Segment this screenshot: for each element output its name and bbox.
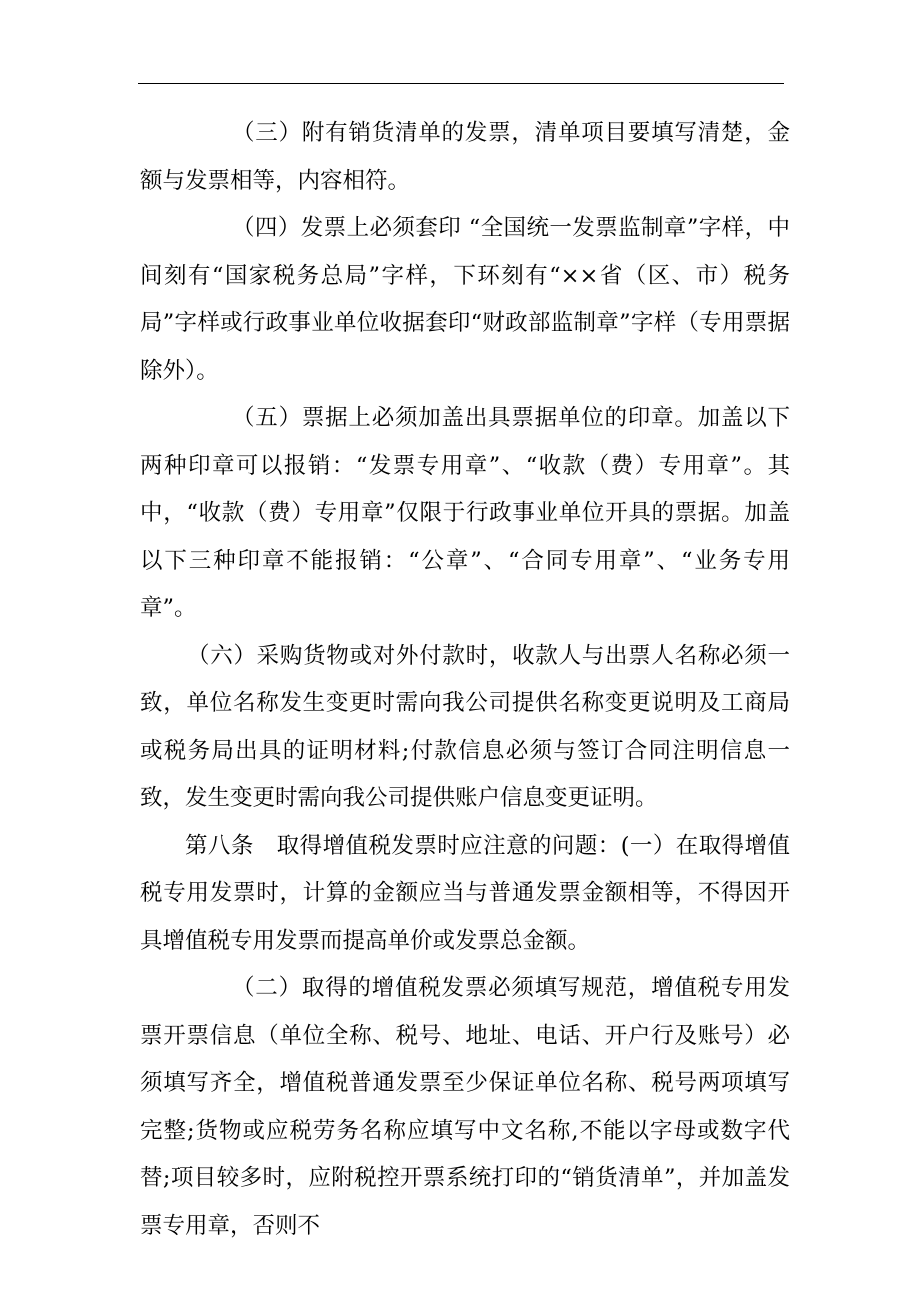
header-rule bbox=[138, 83, 784, 84]
paragraph-article-8: 第八条 取得增值税发票时应注意的问题：(一）在取得增值税专用发票时，计算的金额应当与普通发票金额相等，不得因开具增值税专用发票而提高单价或发票总金额。 bbox=[140, 832, 790, 954]
paragraph-item-6: （六）采购货物或对外付款时，收款人与出票人名称必须一致，单位名称发生变更时需向我公司提供名称变更说明及工商局或税务局出具的证明材料;付款信息必须与签订合同注明信息一致，发生变更时需向我公司提供账户信息变更证明。 bbox=[140, 642, 790, 811]
paragraph-item-3: （三）附有销货清单的发票，清单项目要填写清楚，金额与发票相等，内容相符。 bbox=[140, 120, 790, 194]
body-text bbox=[140, 110, 790, 1250]
paragraph-item-4: （四）发票上必须套印 “全国统一发票监制章”字样，中间刻有“国家税务总局”字样，下环刻有“××省（区、市）税务局”字样或行政事业单位收据套印“财政部监制章”字样（专用票据除外）。 bbox=[140, 215, 790, 384]
paragraph-article-8-item-2: （二）取得的增值税发票必须填写规范，增值税专用发票开票信息（单位全称、税号、地址、电话、开户行及账号）必须填写齐全，增值税普通发票至少保证单位名称、税号两项填写完整;货物或应税劳务名称应填写中文名称,不能以字母或数字代替;项目较多时，应附税控开票系统打印的“销货清单”，并加盖发票专用章，否则不 bbox=[140, 975, 790, 1239]
paragraph-item-5: （五）票据上必须加盖出具票据单位的印章。加盖以下两种印章可以报销：“发票专用章”、“收款（费）专用章”。其中，“收款（费）专用章”仅限于行政事业单位开具的票据。加盖以下三种印章不能报销：“公章”、“合同专用章”、“业务专用章”。 bbox=[140, 405, 790, 621]
